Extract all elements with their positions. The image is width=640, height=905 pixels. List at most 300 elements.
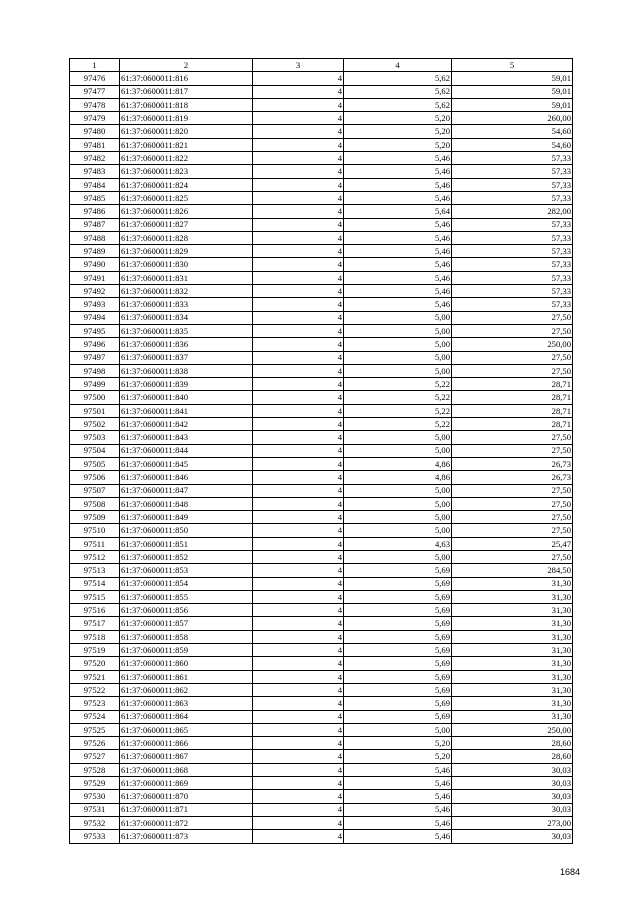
col5-cell: 57,33 (452, 298, 573, 311)
table-row (70, 444, 573, 457)
table-row (70, 763, 573, 776)
col4-cell: 5,00 (344, 324, 452, 337)
col4-cell: 5,46 (344, 271, 452, 284)
col3-cell: 4 (253, 444, 344, 457)
row-number-cell: 97483 (70, 165, 120, 178)
table-body (70, 72, 573, 843)
cadastral-number-cell: 61:37:0600011:869 (120, 777, 253, 790)
table-row (70, 550, 573, 563)
col5-cell: 57,33 (452, 258, 573, 271)
cadastral-number-cell: 61:37:0600011:849 (120, 511, 253, 524)
table-row (70, 391, 573, 404)
col4-cell: 5,69 (344, 710, 452, 723)
table-row (70, 657, 573, 670)
col4-cell: 5,69 (344, 564, 452, 577)
col5-cell: 57,33 (452, 165, 573, 178)
table-row (70, 816, 573, 829)
column-header-5: 5 (452, 59, 573, 72)
table-row (70, 285, 573, 298)
table-row (70, 697, 573, 710)
col3-cell: 4 (253, 763, 344, 776)
row-number-cell: 97491 (70, 271, 120, 284)
col4-cell: 5,64 (344, 205, 452, 218)
col3-cell: 4 (253, 537, 344, 550)
col4-cell: 5,00 (344, 444, 452, 457)
cadastral-number-cell: 61:37:0600011:851 (120, 537, 253, 550)
cadastral-number-cell: 61:37:0600011:823 (120, 165, 253, 178)
col4-cell: 5,46 (344, 790, 452, 803)
col3-cell: 4 (253, 231, 344, 244)
table-row (70, 205, 573, 218)
cadastral-number-cell: 61:37:0600011:828 (120, 231, 253, 244)
col5-cell: 28,60 (452, 750, 573, 763)
table-row (70, 125, 573, 138)
cadastral-number-cell: 61:37:0600011:855 (120, 590, 253, 603)
table-row (70, 138, 573, 151)
row-number-cell: 97487 (70, 218, 120, 231)
col5-cell: 57,33 (452, 152, 573, 165)
col4-cell: 5,69 (344, 697, 452, 710)
cadastral-number-cell: 61:37:0600011:833 (120, 298, 253, 311)
col5-cell: 28,71 (452, 391, 573, 404)
column-header-4: 4 (344, 59, 452, 72)
table-row (70, 191, 573, 204)
cadastral-number-cell: 61:37:0600011:868 (120, 763, 253, 776)
row-number-cell: 97505 (70, 457, 120, 470)
col5-cell: 26,73 (452, 457, 573, 470)
col3-cell: 4 (253, 710, 344, 723)
col3-cell: 4 (253, 830, 344, 843)
col3-cell: 4 (253, 431, 344, 444)
row-number-cell: 97503 (70, 431, 120, 444)
col5-cell: 31,30 (452, 590, 573, 603)
col5-cell: 54,60 (452, 138, 573, 151)
row-number-cell: 97496 (70, 338, 120, 351)
col5-cell: 250,00 (452, 338, 573, 351)
table-row (70, 803, 573, 816)
row-number-cell: 97514 (70, 577, 120, 590)
cadastral-number-cell: 61:37:0600011:831 (120, 271, 253, 284)
row-number-cell: 97525 (70, 723, 120, 736)
col4-cell: 5,00 (344, 351, 452, 364)
col5-cell: 26,73 (452, 471, 573, 484)
row-number-cell: 97515 (70, 590, 120, 603)
row-number-cell: 97500 (70, 391, 120, 404)
column-header-2: 2 (120, 59, 253, 72)
cadastral-number-cell: 61:37:0600011:862 (120, 683, 253, 696)
row-number-cell: 97482 (70, 152, 120, 165)
cadastral-number-cell: 61:37:0600011:854 (120, 577, 253, 590)
col3-cell: 4 (253, 484, 344, 497)
cadastral-number-cell: 61:37:0600011:827 (120, 218, 253, 231)
col5-cell: 30,03 (452, 763, 573, 776)
row-number-cell: 97506 (70, 471, 120, 484)
col3-cell: 4 (253, 191, 344, 204)
row-number-cell: 97486 (70, 205, 120, 218)
col4-cell: 5,69 (344, 617, 452, 630)
row-number-cell: 97485 (70, 191, 120, 204)
col4-cell: 5,00 (344, 364, 452, 377)
row-number-cell: 97492 (70, 285, 120, 298)
table-row (70, 723, 573, 736)
cadastral-number-cell: 61:37:0600011:870 (120, 790, 253, 803)
col4-cell: 5,46 (344, 258, 452, 271)
col5-cell: 27,50 (452, 550, 573, 563)
row-number-cell: 97493 (70, 298, 120, 311)
col5-cell: 25,47 (452, 537, 573, 550)
cadastral-number-cell: 61:37:0600011:853 (120, 564, 253, 577)
col5-cell: 282,00 (452, 205, 573, 218)
cadastral-number-cell: 61:37:0600011:816 (120, 72, 253, 85)
col4-cell: 5,00 (344, 511, 452, 524)
row-number-cell: 97530 (70, 790, 120, 803)
col3-cell: 4 (253, 590, 344, 603)
row-number-cell: 97484 (70, 178, 120, 191)
table-row (70, 431, 573, 444)
col5-cell: 27,50 (452, 484, 573, 497)
row-number-cell: 97497 (70, 351, 120, 364)
table-row (70, 178, 573, 191)
col3-cell: 4 (253, 125, 344, 138)
col4-cell: 5,22 (344, 378, 452, 391)
table-row (70, 218, 573, 231)
col5-cell: 28,60 (452, 737, 573, 750)
cadastral-number-cell: 61:37:0600011:822 (120, 152, 253, 165)
col3-cell: 4 (253, 298, 344, 311)
col3-cell: 4 (253, 311, 344, 324)
col3-cell: 4 (253, 457, 344, 470)
cadastral-number-cell: 61:37:0600011:872 (120, 816, 253, 829)
row-number-cell: 97476 (70, 72, 120, 85)
col3-cell: 4 (253, 351, 344, 364)
row-number-cell: 97521 (70, 670, 120, 683)
table-row (70, 683, 573, 696)
table-row (70, 298, 573, 311)
row-number-cell: 97488 (70, 231, 120, 244)
col3-cell: 4 (253, 670, 344, 683)
col4-cell: 5,46 (344, 777, 452, 790)
col4-cell: 5,69 (344, 644, 452, 657)
col5-cell: 31,30 (452, 657, 573, 670)
col4-cell: 5,46 (344, 152, 452, 165)
col3-cell: 4 (253, 418, 344, 431)
row-number-cell: 97518 (70, 630, 120, 643)
table-row (70, 484, 573, 497)
col3-cell: 4 (253, 271, 344, 284)
col5-cell: 284,50 (452, 564, 573, 577)
col4-cell: 5,46 (344, 191, 452, 204)
table-row (70, 644, 573, 657)
row-number-cell: 97481 (70, 138, 120, 151)
col3-cell: 4 (253, 511, 344, 524)
cadastral-number-cell: 61:37:0600011:837 (120, 351, 253, 364)
col4-cell: 5,62 (344, 98, 452, 111)
col3-cell: 4 (253, 85, 344, 98)
col4-cell: 5,22 (344, 391, 452, 404)
col5-cell: 31,30 (452, 697, 573, 710)
cadastral-number-cell: 61:37:0600011:844 (120, 444, 253, 457)
col4-cell: 5,62 (344, 85, 452, 98)
col4-cell: 5,69 (344, 577, 452, 590)
col4-cell: 5,46 (344, 830, 452, 843)
col4-cell: 5,20 (344, 138, 452, 151)
col5-cell: 31,30 (452, 670, 573, 683)
col3-cell: 4 (253, 577, 344, 590)
cadastral-number-cell: 61:37:0600011:852 (120, 550, 253, 563)
col3-cell: 4 (253, 471, 344, 484)
col4-cell: 5,46 (344, 285, 452, 298)
table-row (70, 750, 573, 763)
col4-cell: 5,69 (344, 630, 452, 643)
col5-cell: 31,30 (452, 710, 573, 723)
cadastral-number-cell: 61:37:0600011:835 (120, 324, 253, 337)
col3-cell: 4 (253, 218, 344, 231)
table-row (70, 471, 573, 484)
cadastral-number-cell: 61:37:0600011:841 (120, 404, 253, 417)
col4-cell: 5,69 (344, 670, 452, 683)
col4-cell: 5,20 (344, 125, 452, 138)
col5-cell: 57,33 (452, 271, 573, 284)
cadastral-number-cell: 61:37:0600011:858 (120, 630, 253, 643)
table-row (70, 710, 573, 723)
table-row (70, 777, 573, 790)
cadastral-number-cell: 61:37:0600011:821 (120, 138, 253, 151)
col5-cell: 31,30 (452, 644, 573, 657)
col5-cell: 27,50 (452, 431, 573, 444)
col4-cell: 5,00 (344, 338, 452, 351)
cadastral-number-cell: 61:37:0600011:838 (120, 364, 253, 377)
col3-cell: 4 (253, 723, 344, 736)
table-row (70, 404, 573, 417)
row-number-cell: 97529 (70, 777, 120, 790)
row-number-cell: 97522 (70, 683, 120, 696)
col5-cell: 59,01 (452, 98, 573, 111)
col5-cell: 30,03 (452, 803, 573, 816)
col4-cell: 5,00 (344, 431, 452, 444)
cadastral-number-cell: 61:37:0600011:817 (120, 85, 253, 98)
table-row (70, 537, 573, 550)
col5-cell: 31,30 (452, 604, 573, 617)
table-row (70, 98, 573, 111)
col3-cell: 4 (253, 391, 344, 404)
col3-cell: 4 (253, 816, 344, 829)
col3-cell: 4 (253, 550, 344, 563)
col4-cell: 5,69 (344, 657, 452, 670)
table-row (70, 152, 573, 165)
col3-cell: 4 (253, 205, 344, 218)
col4-cell: 5,46 (344, 245, 452, 258)
col5-cell: 57,33 (452, 245, 573, 258)
cadastral-number-cell: 61:37:0600011:863 (120, 697, 253, 710)
table-row (70, 338, 573, 351)
table-row (70, 564, 573, 577)
row-number-cell: 97508 (70, 497, 120, 510)
col3-cell: 4 (253, 750, 344, 763)
col3-cell: 4 (253, 258, 344, 271)
row-number-cell: 97504 (70, 444, 120, 457)
col4-cell: 4,63 (344, 537, 452, 550)
cadastral-number-cell: 61:37:0600011:848 (120, 497, 253, 510)
col4-cell: 4,86 (344, 457, 452, 470)
page-number: 1684 (560, 867, 581, 877)
cadastral-number-cell: 61:37:0600011:866 (120, 737, 253, 750)
cadastral-number-cell: 61:37:0600011:864 (120, 710, 253, 723)
col4-cell: 5,46 (344, 178, 452, 191)
cadastral-number-cell: 61:37:0600011:825 (120, 191, 253, 204)
col4-cell: 5,62 (344, 72, 452, 85)
row-number-cell: 97510 (70, 524, 120, 537)
row-number-cell: 97490 (70, 258, 120, 271)
col4-cell: 5,46 (344, 165, 452, 178)
col4-cell: 5,46 (344, 803, 452, 816)
cadastral-number-cell: 61:37:0600011:846 (120, 471, 253, 484)
col3-cell: 4 (253, 165, 344, 178)
col4-cell: 5,00 (344, 311, 452, 324)
cadastral-number-cell: 61:37:0600011:842 (120, 418, 253, 431)
table-row (70, 790, 573, 803)
table-row (70, 271, 573, 284)
cadastral-number-cell: 61:37:0600011:871 (120, 803, 253, 816)
table-row (70, 590, 573, 603)
cadastral-number-cell: 61:37:0600011:836 (120, 338, 253, 351)
cadastral-number-cell: 61:37:0600011:829 (120, 245, 253, 258)
row-number-cell: 97519 (70, 644, 120, 657)
row-number-cell: 97512 (70, 550, 120, 563)
col3-cell: 4 (253, 697, 344, 710)
cadastral-number-cell: 61:37:0600011:830 (120, 258, 253, 271)
col4-cell: 5,46 (344, 298, 452, 311)
col3-cell: 4 (253, 364, 344, 377)
row-number-cell: 97513 (70, 564, 120, 577)
col5-cell: 273,00 (452, 816, 573, 829)
col3-cell: 4 (253, 777, 344, 790)
row-number-cell: 97478 (70, 98, 120, 111)
col5-cell: 27,50 (452, 351, 573, 364)
row-number-cell: 97498 (70, 364, 120, 377)
col3-cell: 4 (253, 138, 344, 151)
col4-cell: 5,46 (344, 816, 452, 829)
table-row (70, 351, 573, 364)
table-row (70, 418, 573, 431)
col3-cell: 4 (253, 178, 344, 191)
row-number-cell: 97527 (70, 750, 120, 763)
col3-cell: 4 (253, 285, 344, 298)
table-row (70, 617, 573, 630)
row-number-cell: 97528 (70, 763, 120, 776)
col5-cell: 57,33 (452, 285, 573, 298)
col3-cell: 4 (253, 630, 344, 643)
table-row (70, 524, 573, 537)
col3-cell: 4 (253, 657, 344, 670)
row-number-cell: 97501 (70, 404, 120, 417)
col5-cell: 250,00 (452, 723, 573, 736)
col3-cell: 4 (253, 404, 344, 417)
col3-cell: 4 (253, 564, 344, 577)
row-number-cell: 97516 (70, 604, 120, 617)
table-row (70, 630, 573, 643)
cadastral-number-cell: 61:37:0600011:857 (120, 617, 253, 630)
col5-cell: 31,30 (452, 577, 573, 590)
col5-cell: 57,33 (452, 218, 573, 231)
col3-cell: 4 (253, 324, 344, 337)
cadastral-number-cell: 61:37:0600011:873 (120, 830, 253, 843)
col5-cell: 30,03 (452, 777, 573, 790)
cadastral-number-cell: 61:37:0600011:826 (120, 205, 253, 218)
col5-cell: 57,33 (452, 178, 573, 191)
cadastral-number-cell: 61:37:0600011:839 (120, 378, 253, 391)
col3-cell: 4 (253, 497, 344, 510)
col4-cell: 4,86 (344, 471, 452, 484)
cadastral-number-cell: 61:37:0600011:845 (120, 457, 253, 470)
row-number-cell: 97526 (70, 737, 120, 750)
table-row (70, 830, 573, 843)
col5-cell: 27,50 (452, 497, 573, 510)
cadastral-number-cell: 61:37:0600011:819 (120, 112, 253, 125)
col4-cell: 5,69 (344, 590, 452, 603)
row-number-cell: 97499 (70, 378, 120, 391)
row-number-cell: 97489 (70, 245, 120, 258)
col3-cell: 4 (253, 617, 344, 630)
cadastral-number-cell: 61:37:0600011:834 (120, 311, 253, 324)
col3-cell: 4 (253, 245, 344, 258)
row-number-cell: 97509 (70, 511, 120, 524)
col4-cell: 5,22 (344, 418, 452, 431)
row-number-cell: 97532 (70, 816, 120, 829)
register-table (69, 58, 573, 844)
col4-cell: 5,20 (344, 737, 452, 750)
col4-cell: 5,22 (344, 404, 452, 417)
col5-cell: 57,33 (452, 191, 573, 204)
column-header-3: 3 (253, 59, 344, 72)
col4-cell: 5,46 (344, 763, 452, 776)
cadastral-number-cell: 61:37:0600011:861 (120, 670, 253, 683)
table-row (70, 112, 573, 125)
col5-cell: 54,60 (452, 125, 573, 138)
col3-cell: 4 (253, 524, 344, 537)
table-row (70, 85, 573, 98)
col4-cell: 5,00 (344, 723, 452, 736)
col5-cell: 27,50 (452, 444, 573, 457)
col5-cell: 57,33 (452, 231, 573, 244)
col3-cell: 4 (253, 112, 344, 125)
col4-cell: 5,00 (344, 497, 452, 510)
row-number-cell: 97531 (70, 803, 120, 816)
cadastral-number-cell: 61:37:0600011:843 (120, 431, 253, 444)
row-number-cell: 97494 (70, 311, 120, 324)
cadastral-number-cell: 61:37:0600011:860 (120, 657, 253, 670)
col4-cell: 5,20 (344, 112, 452, 125)
col4-cell: 5,20 (344, 750, 452, 763)
table-row (70, 604, 573, 617)
cadastral-number-cell: 61:37:0600011:832 (120, 285, 253, 298)
col5-cell: 260,00 (452, 112, 573, 125)
col4-cell: 5,46 (344, 231, 452, 244)
col4-cell: 5,00 (344, 524, 452, 537)
table-header (70, 59, 573, 72)
table-row (70, 378, 573, 391)
col5-cell: 27,50 (452, 324, 573, 337)
table-row (70, 364, 573, 377)
row-number-cell: 97524 (70, 710, 120, 723)
col4-cell: 5,00 (344, 484, 452, 497)
col3-cell: 4 (253, 604, 344, 617)
table-row (70, 165, 573, 178)
table-row (70, 311, 573, 324)
col3-cell: 4 (253, 737, 344, 750)
col5-cell: 31,30 (452, 630, 573, 643)
cadastral-number-cell: 61:37:0600011:820 (120, 125, 253, 138)
row-number-cell: 97507 (70, 484, 120, 497)
